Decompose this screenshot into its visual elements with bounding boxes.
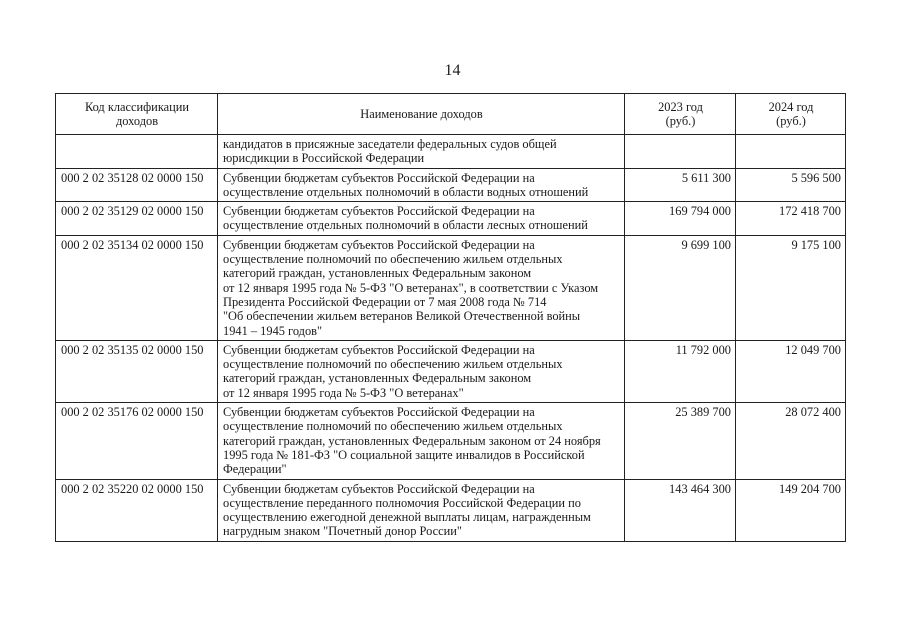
revenue-name-line: Субвенции бюджетам субъектов Российской Федерации на xyxy=(223,405,535,420)
header-code-line: Код классификации xyxy=(84,99,190,114)
revenue-name-cell xyxy=(218,235,625,340)
revenue-name-line: "Об обеспечении жильем ветеранов Великой Отечественной войны xyxy=(223,309,581,324)
revenue-name-line: осуществление переданного полномочия Российской Федерации по xyxy=(223,495,581,510)
table-row xyxy=(56,479,846,541)
header-2023-line: (руб.) xyxy=(665,114,696,128)
amount-2024-cell xyxy=(736,135,846,169)
amount-2024-cell: 149 204 700 xyxy=(736,479,846,541)
revenue-name-line: Субвенции бюджетам субъектов Российской Федерации на xyxy=(223,237,535,252)
amount-2024-cell: 28 072 400 xyxy=(736,403,846,479)
revenue-name-line: Субвенции бюджетам субъектов Российской Федерации на xyxy=(223,170,535,185)
amount-2023-cell: 143 464 300 xyxy=(625,479,736,541)
revenue-name-line: юрисдикции в Российской Федерации xyxy=(223,151,425,166)
revenue-name-line: осуществление полномочий по обеспечению жильем отдельных xyxy=(223,419,563,434)
revenue-code-cell: 000 2 02 35128 02 0000 150 xyxy=(56,168,218,202)
revenue-name-line: Субвенции бюджетам субъектов Российской Федерации на xyxy=(223,204,535,219)
header-2024-line: 2024 год xyxy=(768,99,814,114)
revenue-name-line: 1995 года № 181-ФЗ "О социальной защите инвалидов в Российской xyxy=(223,447,585,462)
revenue-name-line: категорий граждан, установленных Федеральным законом от 24 ноября xyxy=(223,433,601,448)
table-row xyxy=(56,340,846,402)
table-row xyxy=(56,135,846,169)
table-row xyxy=(56,168,846,202)
revenue-name-line: категорий граждан, установленных Федеральным законом xyxy=(223,371,532,386)
revenue-table xyxy=(55,93,846,542)
amount-2023-cell: 9 699 100 xyxy=(625,235,736,340)
header-2023 xyxy=(625,94,736,135)
revenue-code-cell: 000 2 02 35220 02 0000 150 xyxy=(56,479,218,541)
table-body xyxy=(56,135,846,542)
revenue-code-cell: 000 2 02 35129 02 0000 150 xyxy=(56,202,218,236)
header-2024 xyxy=(736,94,846,135)
amount-2023-cell: 5 611 300 xyxy=(625,168,736,202)
table-row xyxy=(56,403,846,479)
amount-2023-cell: 11 792 000 xyxy=(625,340,736,402)
revenue-name-line: осуществление полномочий по обеспечению жильем отдельных xyxy=(223,252,563,267)
revenue-name-line: осуществление отдельных полномочий в области лесных отношений xyxy=(223,218,588,233)
revenue-name-cell xyxy=(218,479,625,541)
revenue-name-line: осуществление полномочий по обеспечению жильем отдельных xyxy=(223,357,563,372)
revenue-name-line: Федерации" xyxy=(223,462,287,477)
revenue-name-line: от 12 января 1995 года № 5-ФЗ "О ветеранах", в соответствии с Указом xyxy=(223,280,599,295)
revenue-name-line: Субвенции бюджетам субъектов Российской Федерации на xyxy=(223,481,535,496)
revenue-name-line: от 12 января 1995 года № 5-ФЗ "О ветеранах" xyxy=(223,385,464,400)
revenue-name-line: категорий граждан, установленных Федеральным законом xyxy=(223,266,532,281)
revenue-code-cell: 000 2 02 35134 02 0000 150 xyxy=(56,235,218,340)
table-row xyxy=(56,202,846,236)
header-name: Наименование доходов xyxy=(218,94,625,135)
revenue-name-cell xyxy=(218,135,625,169)
header-code-line: доходов xyxy=(115,114,159,128)
revenue-code-cell xyxy=(56,135,218,169)
table-row xyxy=(56,235,846,340)
page-number: 14 xyxy=(444,62,461,79)
revenue-code-cell: 000 2 02 35176 02 0000 150 xyxy=(56,403,218,479)
revenue-name-line: 1941 – 1945 годов" xyxy=(223,323,323,338)
revenue-code-cell: 000 2 02 35135 02 0000 150 xyxy=(56,340,218,402)
revenue-name-cell xyxy=(218,340,625,402)
revenue-name-line: осуществлению ежегодной денежной выплаты лицам, награжденным xyxy=(223,510,591,525)
header-code xyxy=(56,94,218,135)
revenue-name-line: кандидатов в присяжные заседатели федеральных судов общей xyxy=(223,137,557,151)
amount-2023-cell xyxy=(625,135,736,169)
amount-2024-cell: 172 418 700 xyxy=(736,202,846,236)
revenue-name-line: Субвенции бюджетам субъектов Российской Федерации на xyxy=(223,342,535,357)
header-2024-line: (руб.) xyxy=(776,114,806,128)
revenue-name-line: Президента Российской Федерации от 7 мая 2008 года № 714 xyxy=(223,294,547,309)
revenue-name-line: осуществление отдельных полномочий в области водных отношений xyxy=(223,184,589,199)
header-2023-line: 2023 год xyxy=(658,99,703,114)
amount-2023-cell: 169 794 000 xyxy=(625,202,736,236)
revenue-name-cell xyxy=(218,168,625,202)
amount-2024-cell: 12 049 700 xyxy=(736,340,846,402)
amount-2024-cell: 9 175 100 xyxy=(736,235,846,340)
amount-2023-cell: 25 389 700 xyxy=(625,403,736,479)
table-header-row xyxy=(56,94,846,135)
revenue-name-cell xyxy=(218,202,625,236)
revenue-name-line: нагрудным знаком "Почетный донор России" xyxy=(223,524,462,539)
amount-2024-cell: 5 596 500 xyxy=(736,168,846,202)
revenue-name-cell xyxy=(218,403,625,479)
